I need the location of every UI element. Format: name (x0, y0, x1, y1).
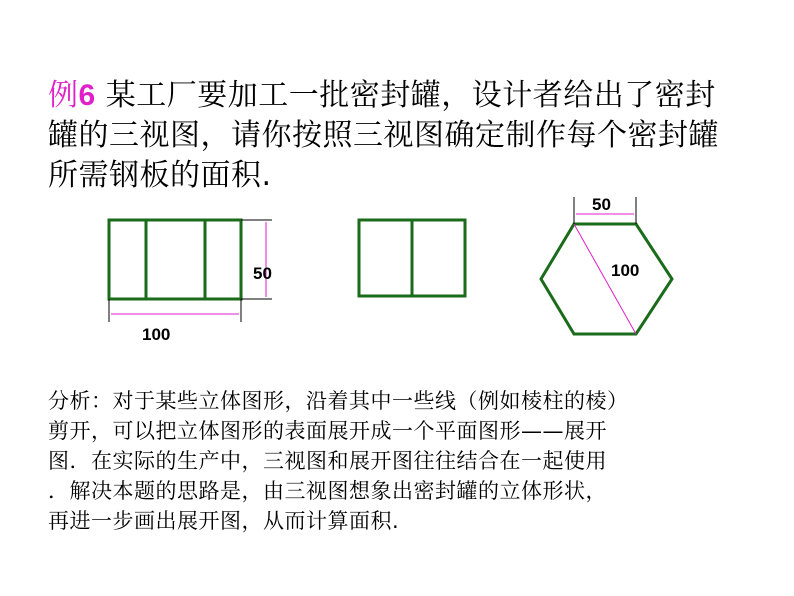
problem-line-1-text: 某工厂要加工一批密封罐，设计者给出了密封 (95, 78, 716, 113)
front-width-label: 100 (142, 325, 171, 344)
analysis-line-4: ．解决本题的思路是，由三视图想象出密封罐的立体形状， (48, 479, 607, 503)
side-view (359, 220, 465, 296)
example-tag-number: 6 (78, 79, 96, 112)
front-height-label: 50 (253, 264, 272, 283)
problem-line-2: 罐的三视图，请你按照三视图确定制作每个密封罐 (48, 118, 719, 153)
problem-line-3: 所需钢板的面积. (48, 158, 272, 193)
top-view-hexagon (541, 224, 672, 334)
top-view (541, 195, 672, 334)
analysis-line-1: 分析：对于某些立体图形，沿着其中一些线（例如棱柱的棱） (48, 389, 629, 413)
top-diagonal-label: 100 (611, 261, 640, 280)
top-side-label: 50 (592, 195, 611, 214)
analysis-line-2: 剪开，可以把立体图形的表面展开成一个平面图形——展开 (48, 419, 607, 443)
analysis-line-3: 图．在实际的生产中，三视图和展开图往往结合在一起使用 (48, 449, 607, 473)
front-view (109, 220, 272, 344)
example-tag-prefix: 例 (48, 78, 79, 113)
front-view-outline (109, 220, 241, 299)
analysis-text (48, 386, 778, 536)
analysis-line-5: 再进一步画出展开图，从而计算面积. (48, 509, 400, 533)
